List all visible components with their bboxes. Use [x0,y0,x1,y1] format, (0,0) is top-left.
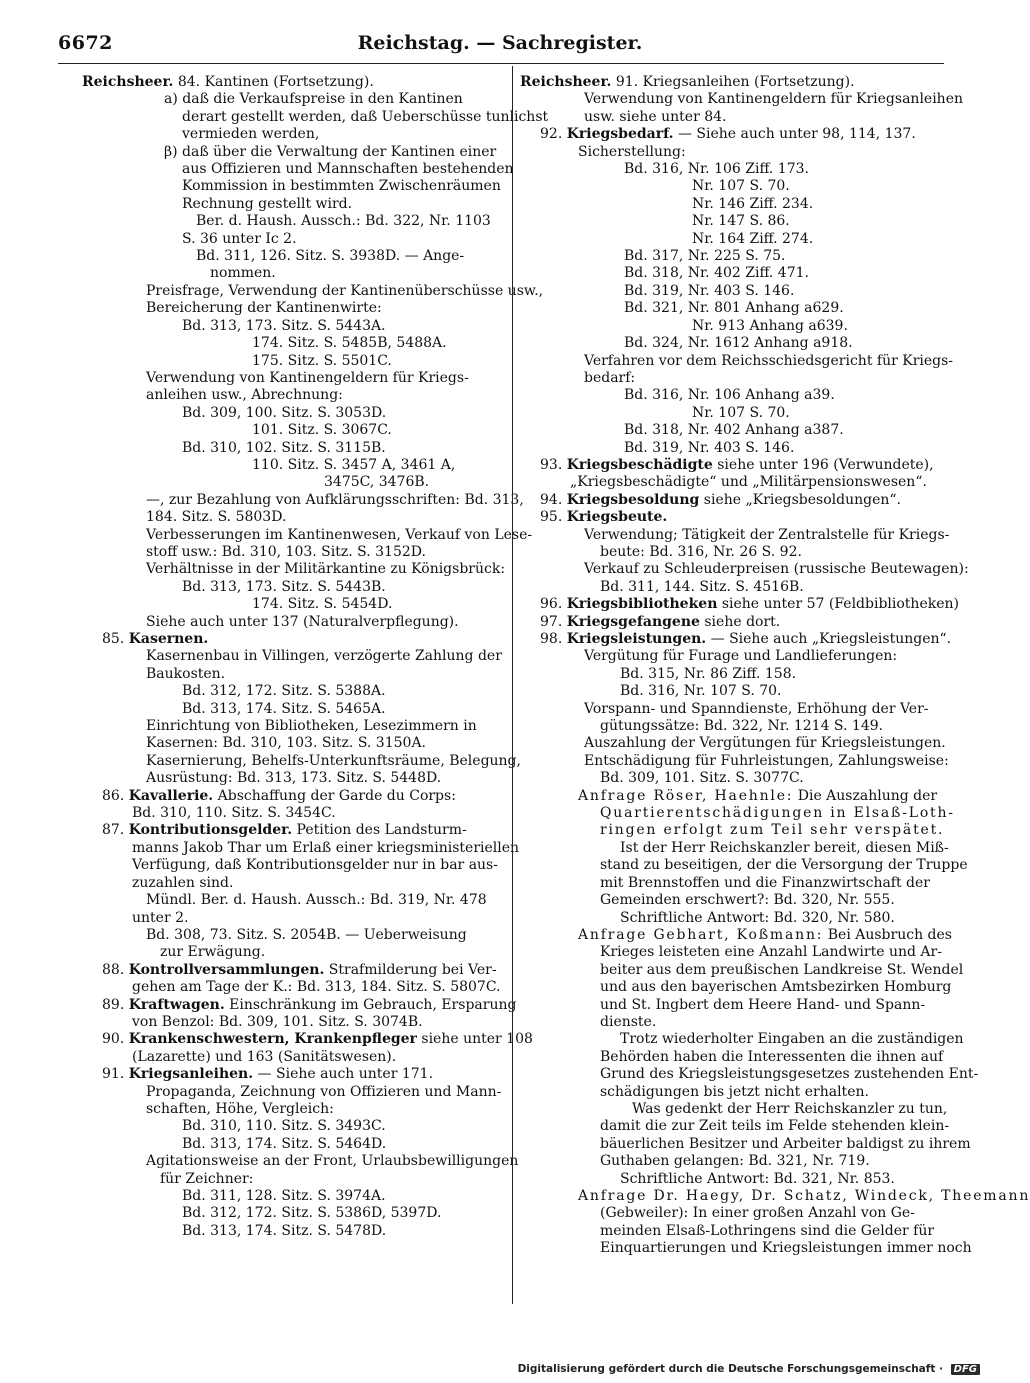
index-line: 85. Kasernen. [102,631,209,647]
index-line: unter 2. [132,909,189,926]
index-line: Grund des Kriegsleistungsgesetzes zustehenden Ent- [600,1066,979,1083]
index-line: Bd. 318, Nr. 402 Anhang a387. [624,422,844,439]
index-line: gütungssätze: Bd. 322, Nr. 1214 S. 149. [600,718,884,735]
index-line: Bd. 310, 110. Sitz. S. 3454C. [132,805,336,822]
index-line: 174. Sitz. S. 5454D. [252,596,393,613]
index-line: zuzahlen sind. [132,874,234,891]
index-line: damit die zur Zeit teils im Felde stehenden klein- [600,1118,950,1135]
index-line: vermieden werden, [182,126,320,143]
index-line: Bd. 309, 100. Sitz. S. 3053D. [182,404,387,421]
index-line: und aus den bayerischen Amtsbezirken Homburg [600,979,952,996]
index-line: beiter aus dem preußischen Landkreise St. Wendel [600,961,964,978]
emphasis: Kriegsbedarf. [566,126,674,143]
index-line: Siehe auch unter 137 (Naturalverpflegung). [146,613,459,630]
index-line: Bd. 313, 174. Sitz. S. 5478D. [182,1222,387,1239]
running-head: Reichstag. — Sachregister. [357,32,643,54]
index-line: Bd. 310, 102. Sitz. S. 3115B. [182,439,386,456]
index-line: Bd. 316, Nr. 106 Anhang a39. [624,387,835,404]
index-line: Schriftliche Antwort: Bd. 320, Nr. 580. [620,909,895,926]
index-line: 98. Kriegsleistungen. — Siehe auch „Kriegsleistungen“. [540,631,952,647]
emphasis: Kriegsbeschädigte [566,456,713,473]
index-line: Preisfrage, Verwendung der Kantinenüberschüsse usw., [146,282,544,299]
index-line: für Zeichner: [160,1170,254,1187]
index-line: Kommission in bestimmten Zwischenräumen [182,178,501,195]
footer [518,1363,980,1375]
footer-text: Digitalisierung gefördert durch die Deutsche Forschungsgemeinschaft · [517,1363,943,1375]
index-line: —, zur Bezahlung von Aufklärungsschriften: Bd. 313, [146,491,524,508]
index-line: Guthaben gelangen: Bd. 321, Nr. 719. [600,1153,870,1170]
index-line: anleihen usw., Abrechnung: [146,387,343,404]
index-line: 86. Kavallerie. Abschaffung der Garde du Corps: [102,787,456,804]
index-line: Bd. 311, 126. Sitz. S. 3938D. — Ange- [196,248,465,265]
index-line: Verfahren vor dem Reichsschiedsgericht für Kriegs- [584,352,954,369]
emphasis: Kriegsgefangene [566,613,700,630]
index-line: S. 36 unter Ic 2. [182,230,297,247]
index-line: Bd. 313, 174. Sitz. S. 5464D. [182,1135,387,1152]
emphasis: Kasernen. [128,631,209,647]
index-line: (Lazarette) und 163 (Sanitätswesen). [132,1048,397,1065]
index-line: beute: Bd. 316, Nr. 26 S. 92. [600,543,802,560]
index-line: Bd. 312, 172. Sitz. S. 5386D, 5397D. [182,1205,442,1222]
emphasis: Kraftwagen. [128,996,225,1013]
index-line: Bd. 316, Nr. 107 S. 70. [620,683,782,700]
index-line: stoff usw.: Bd. 310, 103. Sitz. S. 3152D. [146,543,426,560]
index-line: a) daß die Verkaufspreise in den Kantinen [164,91,463,108]
emphasis: Kontributionsgelder. [128,822,293,839]
index-line: Verwendung von Kantinengeldern für Kriegs- [146,369,469,386]
index-line: schaften, Höhe, Vergleich: [146,1100,334,1117]
index-line [520,1188,1030,1205]
index-line: Bd. 313, 173. Sitz. S. 5443A. [182,317,386,334]
index-line: Bd. 316, Nr. 106 Ziff. 173. [624,161,809,178]
index-line: Entschädigung für Fuhrleistungen, Zahlungsweise: [584,752,949,769]
index-line: meinden Elsaß-Lothringens sind die Gelder für [600,1222,935,1239]
index-line: Reichsheer. 84. Kantinen (Fortsetzung). [82,74,374,90]
emphasis: Krankenschwestern, Krankenpfleger [128,1031,417,1048]
index-line: Bd. 308, 73. Sitz. S. 2054B. — Ueberweisung [146,926,467,943]
index-line: Nr. 107 S. 70. [692,178,790,195]
index-line: gehen am Tage der K.: Bd. 313, 184. Sitz. S. 5807C. [132,979,501,996]
index-line: Bd. 321, Nr. 801 Anhang a629. [624,300,844,317]
emphasis: Kriegsbesoldung [566,491,700,508]
index-line: 97. Kriegsgefangene siehe dort. [540,613,781,630]
emphasis: Kriegsbibliotheken [566,596,718,613]
index-line: Nr. 107 S. 70. [692,404,790,421]
index-line: derart gestellt werden, daß Ueberschüsse tunlichst [182,108,549,125]
emphasis: Anfrage Gebhart, Koßmann: [578,926,824,943]
index-line: 88. Kontrollversammlungen. Strafmilderung bei Ver- [102,961,497,978]
index-line: 92. Kriegsbedarf. — Siehe auch unter 98, 114, 137. [540,126,916,143]
index-line: Krieges leisteten eine Anzahl Landwirte und Ar- [600,944,942,961]
index-line: Schriftliche Antwort: Bd. 321, Nr. 853. [620,1170,895,1187]
index-line: Bd. 309, 101. Sitz. S. 3077C. [600,770,804,787]
index-line: 175. Sitz. S. 5501C. [252,352,392,369]
index-line: Bd. 319, Nr. 403 S. 146. [624,439,795,456]
index-line: 110. Sitz. S. 3457 A, 3461 A, [252,456,456,473]
index-line: 101. Sitz. S. 3067C. [252,422,392,439]
index-line: 184. Sitz. S. 5803D. [146,509,287,526]
index-line: β) daß über die Verwaltung der Kantinen einer [164,143,497,160]
index-line: Vorspann- und Spanndienste, Erhöhung der Ver- [584,700,929,717]
index-line: Propaganda, Zeichnung von Offizieren und Mann- [146,1083,502,1100]
emphasis: Kriegsanleihen. [128,1066,254,1083]
index-line: 89. Kraftwagen. Einschränkung im Gebrauch, Ersparung [102,996,517,1013]
index-line: 90. Krankenschwestern, Krankenpfleger siehe unter 108 [102,1031,533,1048]
index-line: Reichsheer. 91. Kriegsanleihen (Fortsetzung). [520,74,855,90]
index-line: Einrichtung von Bibliotheken, Lesezimmern in [146,718,477,735]
emphasis: ringen erfolgt zum Teil sehr verspätet. [600,822,945,839]
index-line: dienste. [600,1013,657,1030]
index-line: Bd. 311, 144. Sitz. S. 4516B. [600,578,804,595]
index-line: bäuerlichen Besitzer und Arbeiter baldigst zu ihrem [600,1135,971,1152]
index-line: Auszahlung der Vergütungen für Kriegsleistungen. [584,735,946,752]
column-divider [512,66,513,1304]
index-line: Baukosten. [146,665,226,682]
index-line: Verfügung, daß Kontributionsgelder nur in bar aus- [132,857,498,874]
index-line: Kasernenbau in Villingen, verzögerte Zahlung der [146,648,502,665]
index-line: Rechnung gestellt wird. [182,195,353,212]
emphasis: Kriegsleistungen. [566,631,707,647]
emphasis: Kontrollversammlungen. [128,961,325,978]
index-line: Ist der Herr Reichskanzler bereit, diesen Miß- [620,839,949,856]
index-line: Ausrüstung: Bd. 313, 173. Sitz. S. 5448D. [146,770,442,787]
index-line: Bd. 315, Nr. 86 Ziff. 158. [620,665,797,682]
dfg-logo: DFG [951,1364,980,1375]
index-line: zur Erwägung. [160,944,266,961]
index-line: Verbesserungen im Kantinenwesen, Verkauf von Lese- [146,526,533,543]
index-line: aus Offizieren und Mannschaften bestehenden [182,161,514,178]
index-line: Bd. 317, Nr. 225 S. 75. [624,248,786,265]
index-line: 87. Kontributionsgelder. Petition des Landsturm- [102,822,467,839]
index-line: nommen. [210,265,276,282]
index-line: 94. Kriegsbesoldung siehe „Kriegsbesoldungen“. [540,491,902,508]
emphasis: Kriegsbeute. [566,509,668,526]
index-line: Sicherstellung: [578,143,686,160]
index-line: (Gebweiler): In einer großen Anzahl von Ge- [600,1205,915,1222]
index-line: Verhältnisse in der Militärkantine zu Königsbrück: [146,561,506,578]
index-line: Bd. 319, Nr. 403 S. 146. [624,282,795,299]
index-line: bedarf: [584,369,636,386]
index-line: Bd. 313, 173. Sitz. S. 5443B. [182,578,386,595]
emphasis: Quartierentschädigungen in Elsaß-Loth- [600,805,955,822]
left-column [82,74,549,1240]
index-line: Bd. 311, 128. Sitz. S. 3974A. [182,1188,386,1204]
index-line: Bd. 313, 174. Sitz. S. 5465A. [182,700,386,717]
emphasis: Reichsheer. [520,74,612,90]
index-line: „Kriegsbeschädigte“ und „Militärpensionswesen“. [570,474,927,491]
index-line: Agitationsweise an der Front, Urlaubsbewilligungen [146,1153,519,1170]
index-line: 93. Kriegsbeschädigte siehe unter 196 (Verwundete), [540,456,934,473]
page-number: 6672 [58,32,113,54]
index-line: Was gedenkt der Herr Reichskanzler zu tun, [632,1100,948,1117]
index-line: Bd. 324, Nr. 1612 Anhang a918. [624,335,853,352]
index-line [520,805,955,822]
index-line: und St. Ingbert dem Heere Hand- und Spann- [600,996,926,1013]
index-line: Nr. 147 S. 86. [692,213,790,230]
index-line: Verwendung von Kantinengeldern für Kriegsanleihen [584,91,963,108]
index-line: 96. Kriegsbibliotheken siehe unter 57 (Feldbibliotheken) [540,596,959,613]
index-line: 3475C, 3476B. [324,474,430,491]
index-line: manns Jakob Thar um Erlaß einer kriegsministeriellen [132,839,520,856]
emphasis: Kavallerie. [128,787,214,804]
index-line: Trotz wiederholter Eingaben an die zuständigen [620,1031,964,1048]
index-line [520,822,945,839]
index-line: schädigungen bis jetzt nicht erhalten. [600,1083,869,1100]
index-line: Kasernen: Bd. 310, 103. Sitz. S. 3150A. [146,735,426,752]
index-line: Gemeinden erschwert?: Bd. 320, Nr. 555. [600,892,895,909]
index-line: stand zu beseitigen, der die Versorgung der Truppe [600,857,968,874]
right-column [520,74,1030,1258]
index-line: Einquartierungen und Kriegsleistungen immer noch [600,1240,972,1257]
emphasis: Anfrage Röser, Haehnle: [578,787,794,804]
index-line: Kasernierung, Behelfs-Unterkunftsräume, Belegung, [146,752,521,769]
index-line: Anfrage Gebhart, Koßmann: Bei Ausbruch des [578,926,952,943]
index-line: 174. Sitz. S. 5485B, 5488A. [252,335,447,352]
index-line: 91. Kriegsanleihen. — Siehe auch unter 171. [102,1066,434,1083]
index-line: usw. siehe unter 84. [584,108,727,125]
index-line: Nr. 913 Anhang a639. [692,317,848,334]
index-line: 95. Kriegsbeute. [540,509,668,526]
index-line: Bd. 310, 110. Sitz. S. 3493C. [182,1118,386,1135]
header-rule [58,63,944,64]
index-line: Ber. d. Haush. Aussch.: Bd. 322, Nr. 1103 [196,213,491,230]
index-line: Nr. 146 Ziff. 234. [692,195,814,212]
index-line: Bd. 312, 172. Sitz. S. 5388A. [182,683,386,700]
index-line: Mündl. Ber. d. Haush. Aussch.: Bd. 319, Nr. 478 [146,892,487,909]
emphasis: Reichsheer. [82,74,174,90]
index-line: Verkauf zu Schleuderpreisen (russische Beutewagen): [584,561,969,578]
index-line: Bd. 318, Nr. 402 Ziff. 471. [624,265,809,282]
index-line: Behörden haben die Interessenten die ihnen auf [600,1048,944,1065]
index-line: Nr. 164 Ziff. 274. [692,230,814,247]
index-line: mit Brennstoffen und die Finanzwirtschaft der [600,874,930,891]
index-line: Bereicherung der Kantinenwirte: [146,300,382,317]
emphasis: Anfrage Dr. Haegy, Dr. Schatz, Windeck, Theemann [578,1188,1030,1204]
index-line: Verwendung; Tätigkeit der Zentralstelle für Kriegs- [584,526,950,543]
index-line: Anfrage Röser, Haehnle: Die Auszahlung der [578,787,938,804]
index-line: von Benzol: Bd. 309, 101. Sitz. S. 3074B. [132,1013,423,1030]
index-line: Vergütung für Furage und Landlieferungen: [584,648,898,665]
